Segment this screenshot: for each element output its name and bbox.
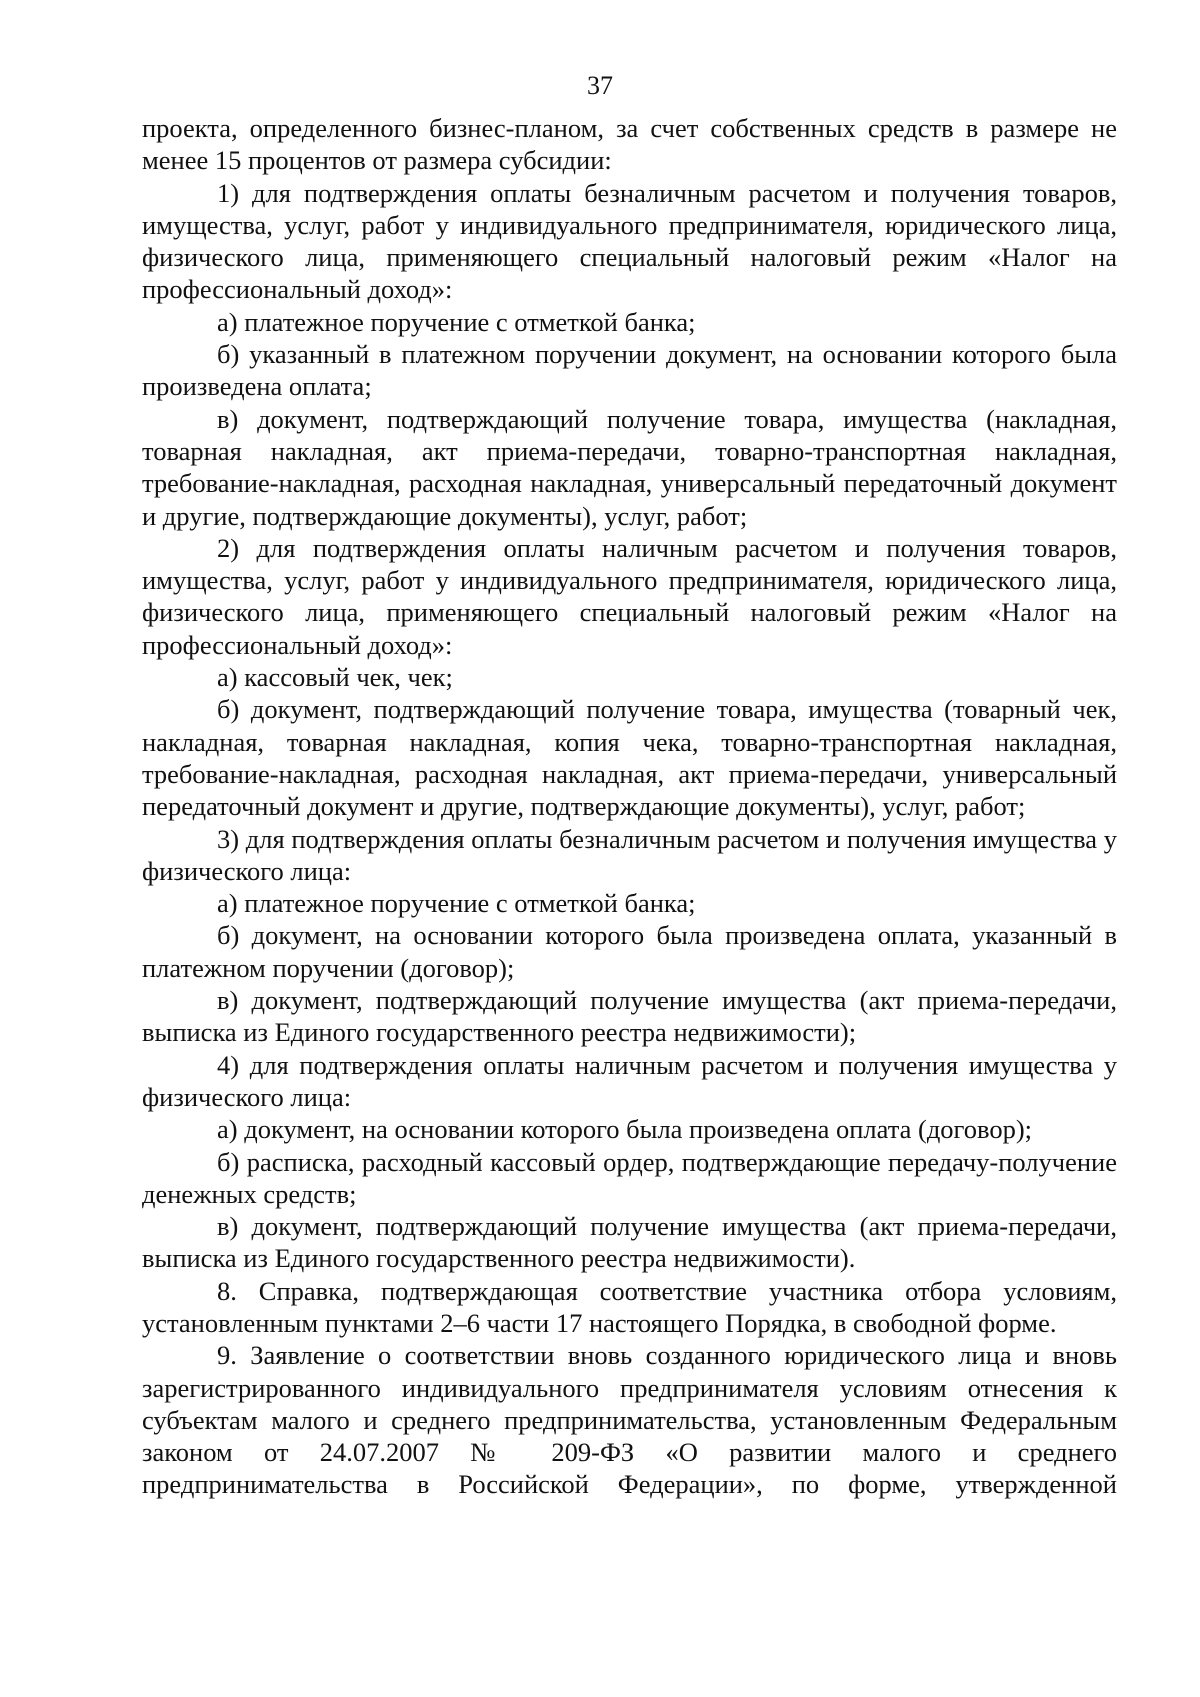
paragraph-item-3v: в) документ, подтверждающий получение имущества (акт приема-передачи, выписка из Единого государственного реестра недвижимости); — [142, 985, 1117, 1048]
paragraph-item-4v: в) документ, подтверждающий получение имущества (акт приема-передачи, выписка из Единого государственного реестра недвижимости). — [142, 1211, 1117, 1274]
paragraph-item-1: 1) для подтверждения оплаты безналичным расчетом и получения товаров, имущества, услуг, работ у индивидуального предпринимателя, юридического лица, физического лица, применяющего специальный налоговый режим «Налог на профессиональный доход»: — [142, 177, 1117, 305]
paragraph-item-4b: б) расписка, расходный кассовый ордер, подтверждающие передачу-получение денежных средств; — [142, 1146, 1117, 1209]
paragraph-item-1a: а) платежное поручение с отметкой банка; — [217, 306, 696, 337]
paragraph-item-1v: в) документ, подтверждающий получение товара, имущества (накладная, товарная накладная, акт приема-передачи, товарно-транспортная накладная, требование-накладная, расходная накладная, универсальный передаточный документ и другие, подтверждающие документы), услуг, работ; — [142, 403, 1117, 531]
paragraph-item-3b: б) документ, на основании которого была произведена оплата, указанный в платежном поручении (договор); — [142, 920, 1117, 983]
paragraph-section-8: 8. Справка, подтверждающая соответствие участника отбора условиям, установленным пунктами 2–6 части 17 настоящего Порядка, в свободной форме. — [142, 1275, 1117, 1338]
paragraph-section-9: 9. Заявление о соответствии вновь созданного юридического лица и вновь зарегистрированного индивидуального предпринимателя условиям отнесения к субъектам малого и среднего предпринимательства, установленным Федеральным законом от 24.07.2007 № 209-ФЗ «О развитии малого и среднего предпринимательства в Российской Федерации», по форме, утвержденной — [142, 1340, 1117, 1500]
paragraph-item-2: 2) для подтверждения оплаты наличным расчетом и получения товаров, имущества, услуг, работ у индивидуального предпринимателя, юридического лица, физического лица, применяющего специальный налоговый режим «Налог на профессиональный доход»: — [142, 532, 1117, 660]
paragraph-continuation: проекта, определенного бизнес-планом, за счет собственных средств в размере не менее 15 процентов от размера субсидии: — [142, 113, 1117, 176]
paragraph-item-2b: б) документ, подтверждающий получение товара, имущества (товарный чек, накладная, товарная накладная, копия чека, товарно-транспортная накладная, требование-накладная, расходная накладная, акт приема-передачи, универсальный передаточный документ и другие, подтверждающие документы), услуг, работ; — [142, 694, 1117, 822]
paragraph-item-3a: а) платежное поручение с отметкой банка; — [217, 888, 696, 919]
paragraph-item-3: 3) для подтверждения оплаты безналичным расчетом и получения имущества у физического лица: — [142, 823, 1117, 886]
paragraph-item-4a: а) документ, на основании которого была произведена оплата (договор); — [217, 1114, 1033, 1145]
paragraph-item-4: 4) для подтверждения оплаты наличным расчетом и получения имущества у физического лица: — [142, 1049, 1117, 1112]
paragraph-item-1b: б) указанный в платежном поручении документ, на основании которого была произведена оплата; — [142, 339, 1117, 402]
paragraph-item-2a: а) кассовый чек, чек; — [217, 662, 453, 693]
page-number: 37 — [587, 71, 613, 100]
document-text — [142, 112, 1117, 1501]
